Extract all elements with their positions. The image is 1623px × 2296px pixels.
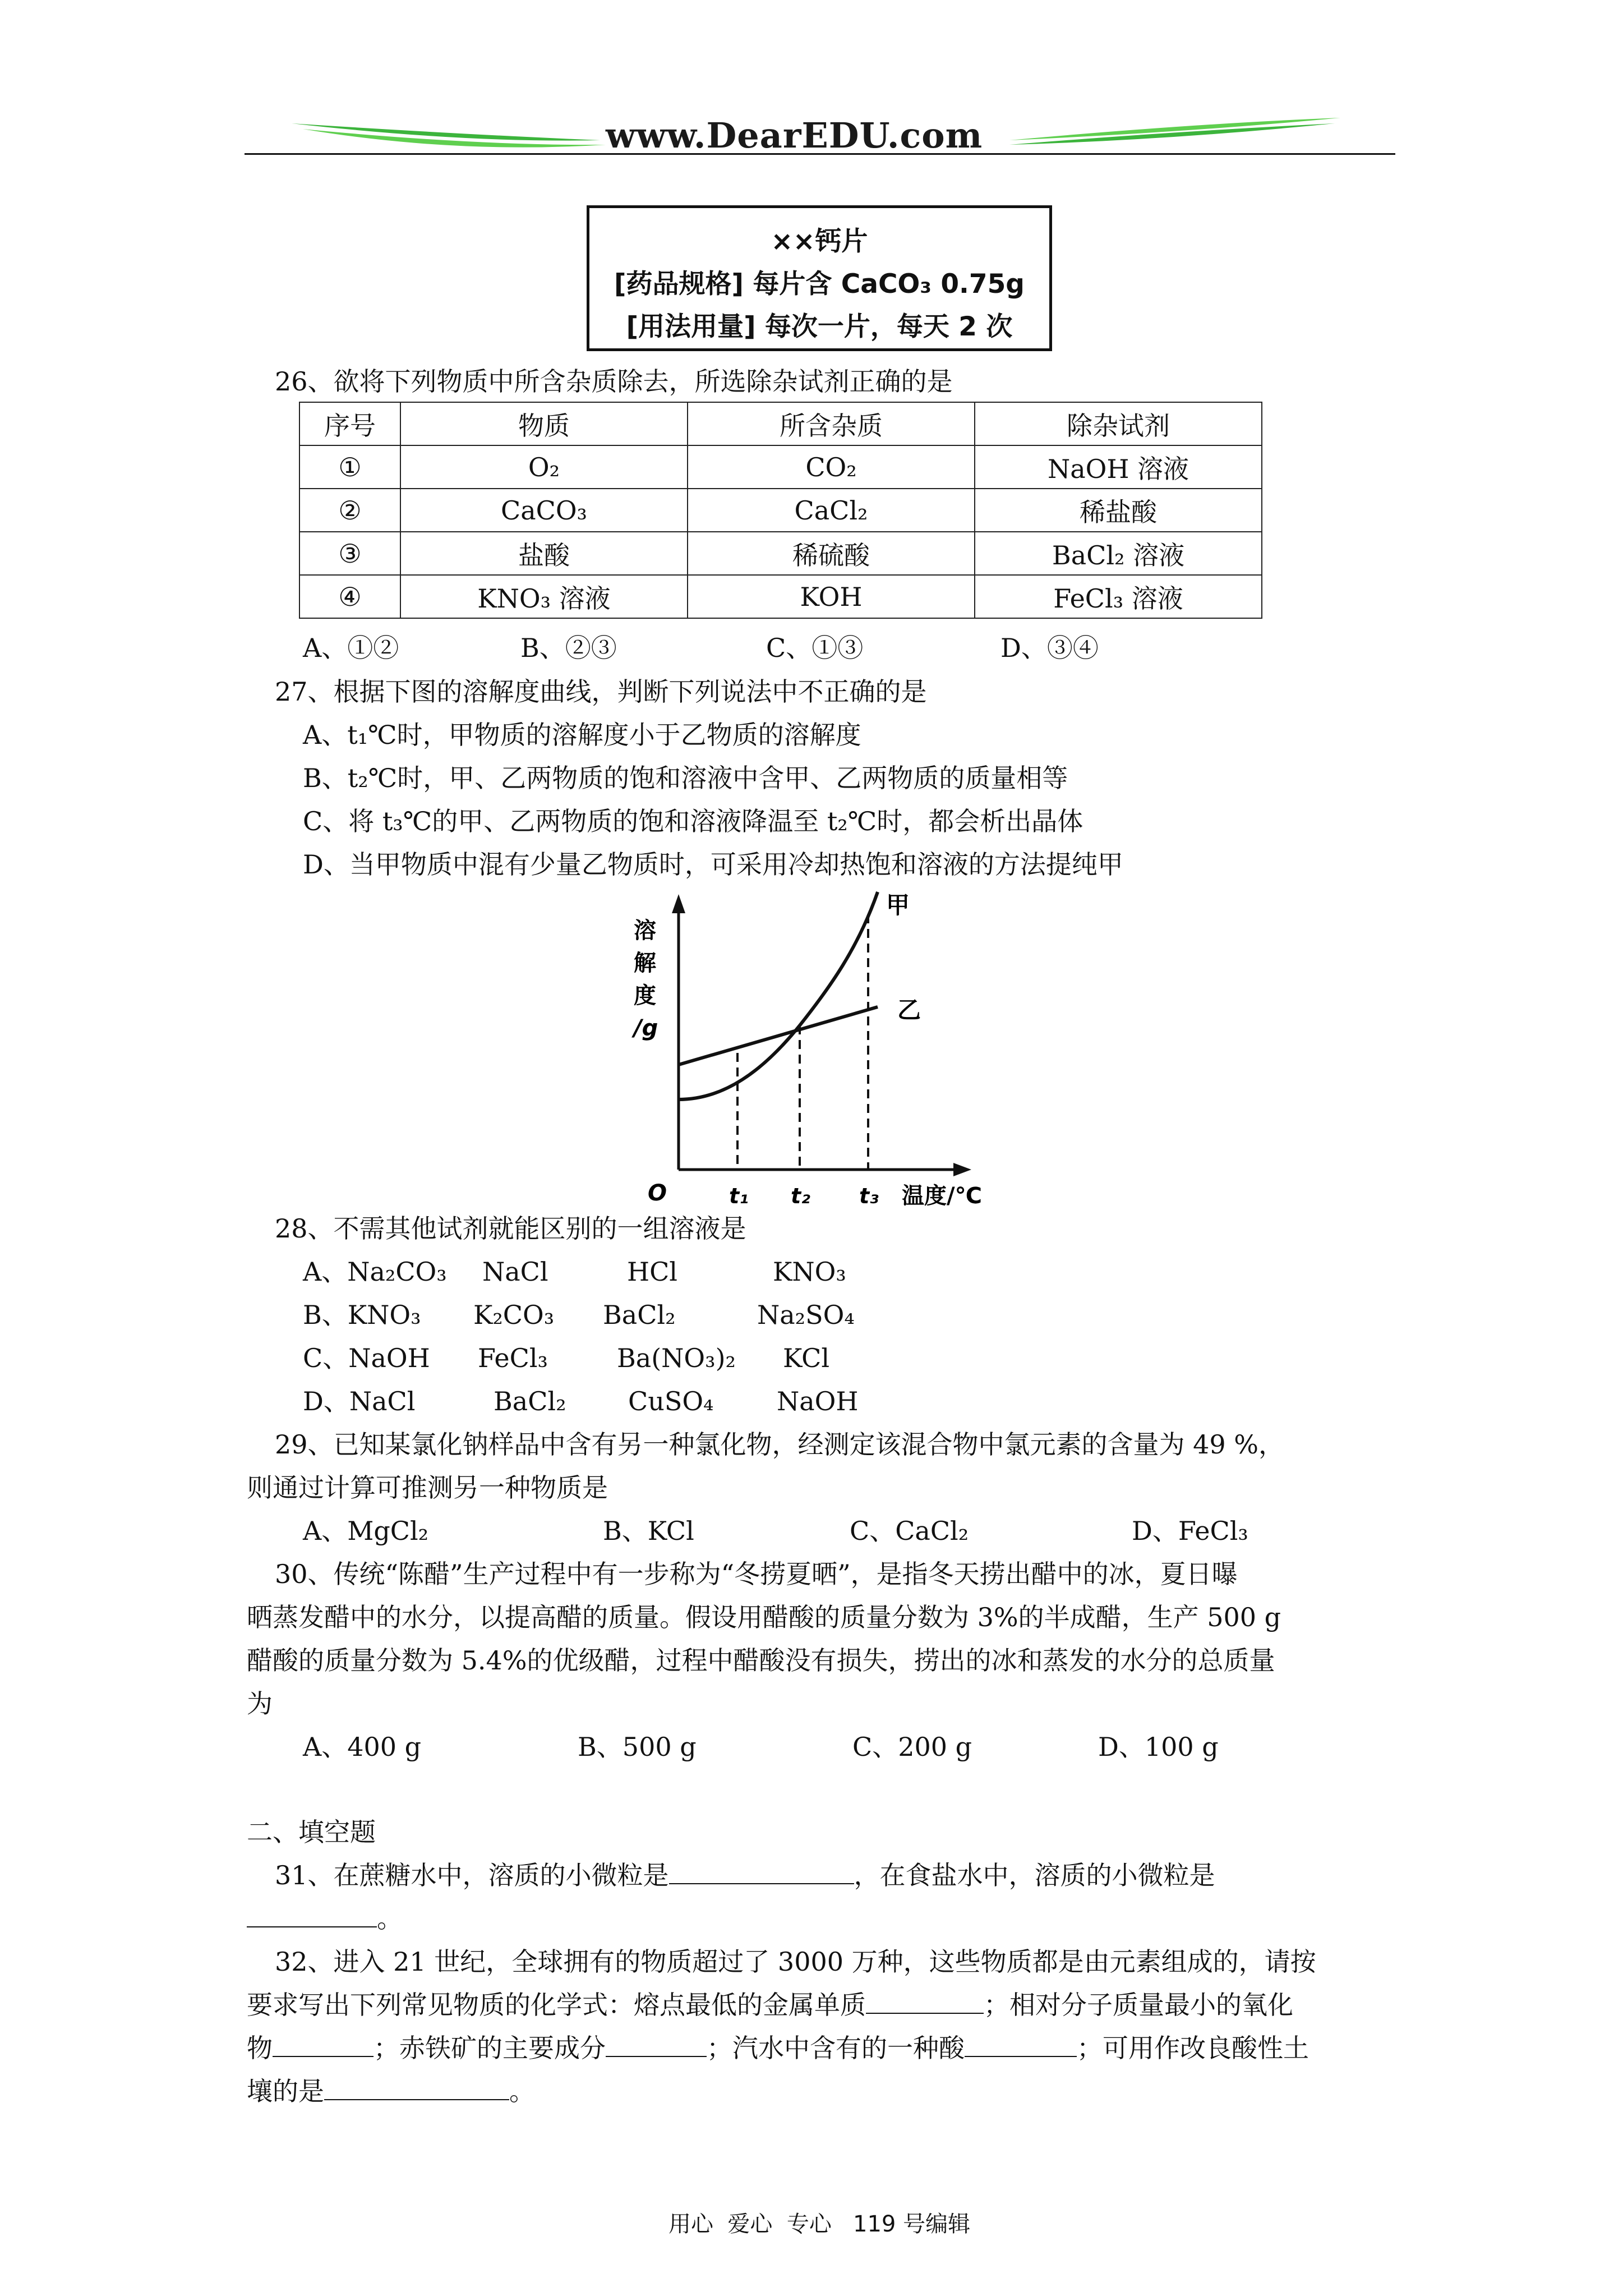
table-header-cell: 所含杂质	[688, 402, 975, 445]
answer-blank[interactable]	[669, 1858, 854, 1884]
q30-option-b: B、500 g	[578, 1732, 697, 1762]
q28-d-1: D、NaCl	[303, 1386, 416, 1416]
answer-blank[interactable]	[606, 2031, 707, 2057]
q26-option-b: B、②③	[520, 633, 617, 663]
table-cell: 盐酸	[400, 532, 688, 575]
q28-a-4: KNO₃	[773, 1257, 846, 1287]
q30-option-d: D、100 g	[1098, 1732, 1219, 1762]
answer-blank[interactable]	[324, 2074, 509, 2100]
series-label-yi: 乙	[897, 996, 921, 1024]
table-cell: ④	[299, 575, 400, 618]
table-cell: KNO₃ 溶液	[400, 575, 688, 618]
tick-label-t1: t₁	[729, 1184, 749, 1208]
table-row	[299, 575, 1262, 618]
q29-option-b: B、KCl	[603, 1516, 694, 1546]
q30-line1: 30、传统“陈醋”生产过程中有一步称为“冬捞夏晒”，是指冬天捞出醋中的冰，夏日曝	[275, 1559, 1238, 1589]
q28-b-3: BaCl₂	[603, 1300, 676, 1330]
q26-option-a: A、①②	[303, 633, 399, 663]
q30-option-c: C、200 g	[852, 1732, 972, 1762]
q28-b-2: K₂CO₃	[473, 1300, 555, 1330]
table-cell: 稀硫酸	[688, 532, 975, 575]
solubility-chart	[594, 886, 1077, 1212]
section-title: 二、填空题	[247, 1817, 376, 1847]
table-row	[299, 532, 1262, 575]
q32-text: ；赤铁矿的主要成分	[374, 2033, 606, 2063]
q32-line2	[247, 1988, 1293, 2022]
q32-line3	[247, 2031, 1309, 2065]
x-axis-arrow-icon	[953, 1163, 971, 1176]
q27-option-c: C、将 t₃℃的甲、乙两物质的饱和溶液降温至 t₂℃时，都会析出晶体	[303, 806, 1083, 836]
q29-stem-line1: 29、已知某氯化钠样品中含有另一种氯化物，经测定该混合物中氯元素的含量为 49 %，	[275, 1429, 1285, 1460]
table-cell: 稀盐酸	[975, 489, 1262, 532]
q27-option-a: A、t₁℃时，甲物质的溶解度小于乙物质的溶解度	[303, 720, 861, 750]
table-cell: CO₂	[688, 445, 975, 489]
q30-option-a: A、400 g	[303, 1732, 422, 1762]
ylabel-unit: /g	[634, 1015, 658, 1041]
q32-text: ；汽水中含有的一种酸	[707, 2033, 965, 2063]
q32-text: ；相对分子质量最小的氧化	[984, 1990, 1293, 2020]
q31-text-2: ，在食盐水中，溶质的小微粒是	[854, 1860, 1215, 1890]
table-header-cell: 物质	[400, 402, 688, 445]
q32-text: 。	[509, 2076, 535, 2106]
q27-option-d: D、当甲物质中混有少量乙物质时，可采用冷却热饱和溶液的方法提纯甲	[303, 849, 1123, 880]
q32-line4	[247, 2074, 535, 2108]
q30-line4: 为	[247, 1688, 273, 1719]
q31-end: 。	[377, 1903, 403, 1934]
tick-label-t2: t₂	[791, 1184, 810, 1208]
drug-usage: [用法用量] 每次一片，每天 2 次	[626, 311, 1013, 342]
q28-a-1: A、Na₂CO₃	[303, 1257, 447, 1287]
y-axis-arrow-icon	[672, 894, 685, 913]
series-label-jia: 甲	[886, 891, 910, 919]
drug-spec: [药品规格] 每片含 CaCO₃ 0.75g	[614, 269, 1025, 300]
q31-line1	[275, 1858, 1215, 1892]
q27-stem: 27、根据下图的溶解度曲线，判断下列说法中不正确的是	[275, 677, 927, 707]
answer-blank[interactable]	[866, 1988, 984, 2014]
q32-line1: 32、进入 21 世纪，全球拥有的物质超过了 3000 万种，这些物质都是由元素组成的，请按	[275, 1947, 1316, 1977]
table-cell: O₂	[400, 445, 688, 489]
table-header-row	[299, 402, 1262, 445]
origin-label: O	[648, 1180, 667, 1206]
q28-a-3: HCl	[627, 1257, 678, 1287]
q32-text: 壤的是	[247, 2076, 324, 2106]
q30-line3: 醋酸的质量分数为 5.4%的优级醋，过程中醋酸没有损失，捞出的冰和蒸发的水分的总质量	[247, 1645, 1275, 1676]
answer-blank[interactable]	[273, 2031, 374, 2057]
q28-c-1: C、NaOH	[303, 1343, 430, 1373]
q26-option-c: C、①③	[766, 633, 864, 663]
q28-c-4: KCl	[783, 1343, 830, 1373]
table-cell: KOH	[688, 575, 975, 618]
site-logo-text: www.DearEDU.com	[606, 115, 983, 156]
q29-option-c: C、CaCl₂	[850, 1516, 969, 1546]
q28-c-3: Ba(NO₃)₂	[617, 1343, 736, 1373]
q28-c-2: FeCl₃	[478, 1343, 548, 1373]
q28-d-4: NaOH	[777, 1386, 859, 1416]
answer-blank[interactable]	[247, 1902, 377, 1927]
header-divider	[245, 153, 1395, 155]
q27-option-b: B、t₂℃时，甲、乙两物质的饱和溶液中含甲、乙两物质的质量相等	[303, 763, 1068, 793]
table-cell: ②	[299, 489, 400, 532]
q28-stem: 28、不需其他试剂就能区别的一组溶液是	[275, 1213, 746, 1244]
answer-blank[interactable]	[965, 2031, 1077, 2057]
drug-title: ××钙片	[771, 226, 868, 257]
q26-table	[299, 402, 1262, 619]
q28-b-1: B、KNO₃	[303, 1300, 421, 1330]
table-cell: ③	[299, 532, 400, 575]
series-jia-curve	[679, 892, 878, 1099]
page-footer: 用心 爱心 专心 119 号编辑	[668, 2211, 971, 2237]
drug-label-box	[587, 205, 1052, 351]
table-cell: BaCl₂ 溶液	[975, 532, 1262, 575]
table-cell: NaOH 溶液	[975, 445, 1262, 489]
ylabel-char-3: 度	[634, 983, 656, 1009]
tick-label-t3: t₃	[859, 1184, 879, 1208]
table-cell: CaCO₃	[400, 489, 688, 532]
q28-a-2: NaCl	[482, 1257, 548, 1287]
table-cell: FeCl₃ 溶液	[975, 575, 1262, 618]
q26-stem: 26、欲将下列物质中所含杂质除去，所选除杂试剂正确的是	[275, 366, 953, 397]
table-row	[299, 489, 1262, 532]
table-header-cell: 除杂试剂	[975, 402, 1262, 445]
q28-d-3: CuSO₄	[628, 1386, 714, 1416]
table-cell: CaCl₂	[688, 489, 975, 532]
q29-option-d: D、FeCl₃	[1132, 1516, 1248, 1546]
q31-text-1: 31、在蔗糖水中，溶质的小微粒是	[275, 1860, 669, 1890]
ylabel-char-1: 溶	[634, 918, 656, 944]
table-header-cell: 序号	[299, 402, 400, 445]
table-cell: ①	[299, 445, 400, 489]
q32-text: ；可用作改良酸性土	[1077, 2033, 1309, 2063]
table-row	[299, 445, 1262, 489]
series-yi-line	[679, 1007, 878, 1065]
ylabel-char-2: 解	[634, 950, 656, 976]
q28-d-2: BaCl₂	[494, 1386, 566, 1416]
q32-text: 物	[247, 2033, 273, 2063]
q32-text: 要求写出下列常见物质的化学式：熔点最低的金属单质	[247, 1990, 866, 2020]
q30-line2: 晒蒸发醋中的水分，以提高醋的质量。假设用醋酸的质量分数为 3%的半成醋，生产 500 g	[247, 1602, 1281, 1632]
q29-stem-line2: 则通过计算可推测另一种物质是	[247, 1473, 608, 1503]
xlabel: 温度/℃	[902, 1183, 983, 1209]
q29-option-a: A、MgCl₂	[303, 1516, 429, 1546]
q31-line2	[247, 1902, 403, 1935]
q28-b-4: Na₂SO₄	[757, 1300, 855, 1330]
q26-option-d: D、③④	[1000, 633, 1099, 663]
